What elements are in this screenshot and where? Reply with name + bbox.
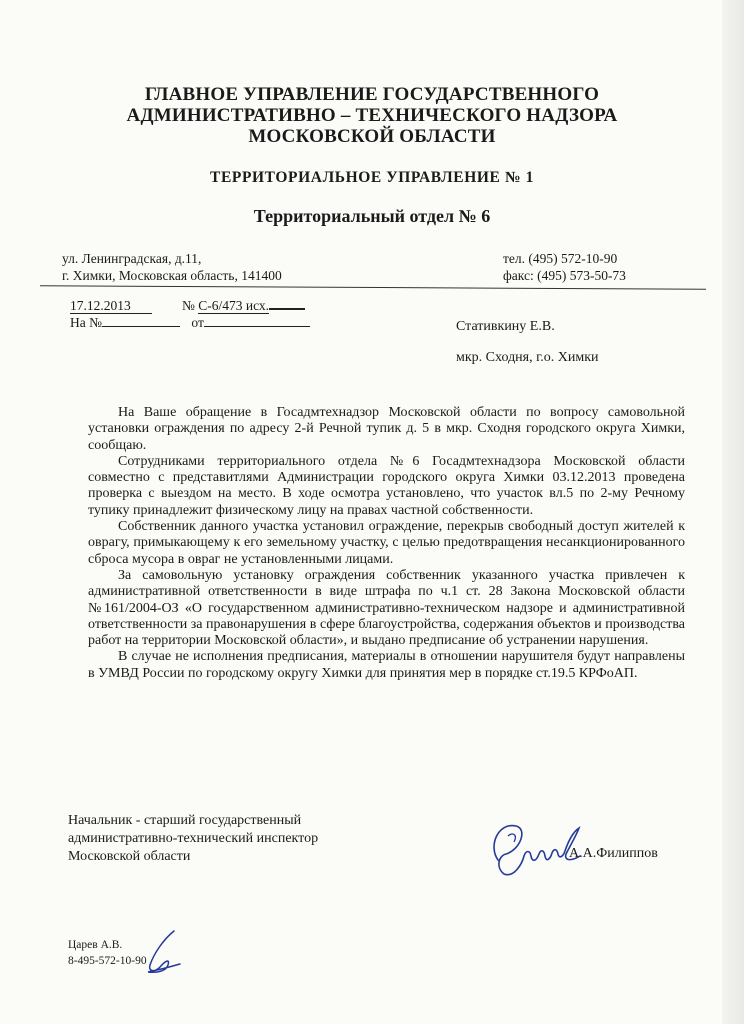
recipient-name: Стативкину Е.В. — [456, 319, 555, 334]
number-label: № — [182, 298, 195, 313]
from-label: от — [191, 315, 204, 330]
territorial-office-title: ТЕРРИТОРИАЛЬНОЕ УПРАВЛЕНИЕ № 1 — [210, 169, 534, 186]
letter-body — [88, 405, 685, 682]
header-divider — [40, 285, 706, 289]
phone-line: тел. (495) 572-10-90 — [503, 251, 618, 266]
number-blank — [269, 308, 305, 310]
from-blank — [204, 314, 310, 327]
sender-contacts — [503, 250, 626, 284]
signatory-title-line: административно-технический инспектор — [68, 831, 319, 846]
signatory-name: А.А.Филиппов — [569, 846, 658, 861]
recipient-block — [456, 319, 599, 366]
department-title: Территориальный отдел № 6 — [253, 206, 491, 226]
body-paragraph: В случае не исполнения предписания, материалы в отношении нарушителя будут направлены в УМВД России по городскому округу Химки для принятия мер в порядке ст.19.5 КРФоАП. — [88, 649, 685, 681]
executor-name: Царев А.В. — [68, 939, 123, 951]
reference-blank — [102, 314, 180, 327]
scan-edge — [722, 0, 744, 1024]
body-paragraph: На Ваше обращение в Госадмтехнадзор Московской области по вопросу самовольной установки ограждения по адресу 2-й Речной тупик д. 5 в мкр. Сходня городского округа Химки, сообщаю. — [88, 405, 685, 453]
org-line: АДМИНИСТРАТИВНО – ТЕХНИЧЕСКОГО НАДЗОРА — [126, 105, 618, 126]
initials-signature — [140, 927, 186, 975]
signatory-title-line: Начальник - старший государственный — [68, 813, 302, 828]
signatory-title-line: Московской области — [68, 849, 191, 864]
reference-label: На № — [70, 315, 102, 330]
recipient-location: мкр. Сходня, г.о. Химки — [456, 350, 599, 365]
address-line: г. Химки, Московская область, 141400 — [62, 268, 282, 283]
sender-address — [62, 250, 282, 284]
outgoing-number: С-6/473 исх. — [198, 298, 270, 313]
executor-block — [68, 937, 147, 969]
body-paragraph: Сотрудниками территориального отдела №6 Госадмтехнадзора Московской области совместно с представитлями Администрации городского округа Химки 03.12.2013 проведена проверка с выездом на место. В ходе осмотра установлено, что участок вл.5 по 2-му Речному тупику принадлежит физическому лицу на правах частной собственности. — [88, 453, 685, 518]
address-line: ул. Ленинградская, д.11, — [62, 251, 202, 266]
registration-block — [70, 298, 310, 330]
fax-line: факс: (495) 573-50-73 — [503, 268, 626, 283]
body-paragraph: За самовольную установку ограждения собственник указанного участка привлечен к административной ответственности в виде штрафа по ч.1 ст. 28 Закона Московской области №161/2004-ОЗ «О государственном административно-техническом надзоре и административной ответственности за правонарушения в сфере благоустройства, содержания объектов и производства работ на территории Московской области», и выдано предписание об устранении нарушения. — [88, 567, 685, 649]
executor-phone: 8-495-572-10-90 — [68, 955, 147, 967]
body-paragraph: Собственник данного участка установил ограждение, перекрыв свободный доступ жителей к оврагу, примыкающему к его земельному участку, с целью предотвращения несанкционированного сброса мусора в овраг не установленными лицами. — [88, 519, 685, 567]
organization-header — [0, 84, 744, 147]
org-line: ГЛАВНОЕ УПРАВЛЕНИЕ ГОСУДАРСТВЕННОГО — [144, 84, 600, 105]
signatory-title — [68, 812, 318, 866]
org-line: МОСКОВСКОЙ ОБЛАСТИ — [248, 126, 496, 147]
outgoing-date: 17.12.2013 — [70, 298, 152, 314]
